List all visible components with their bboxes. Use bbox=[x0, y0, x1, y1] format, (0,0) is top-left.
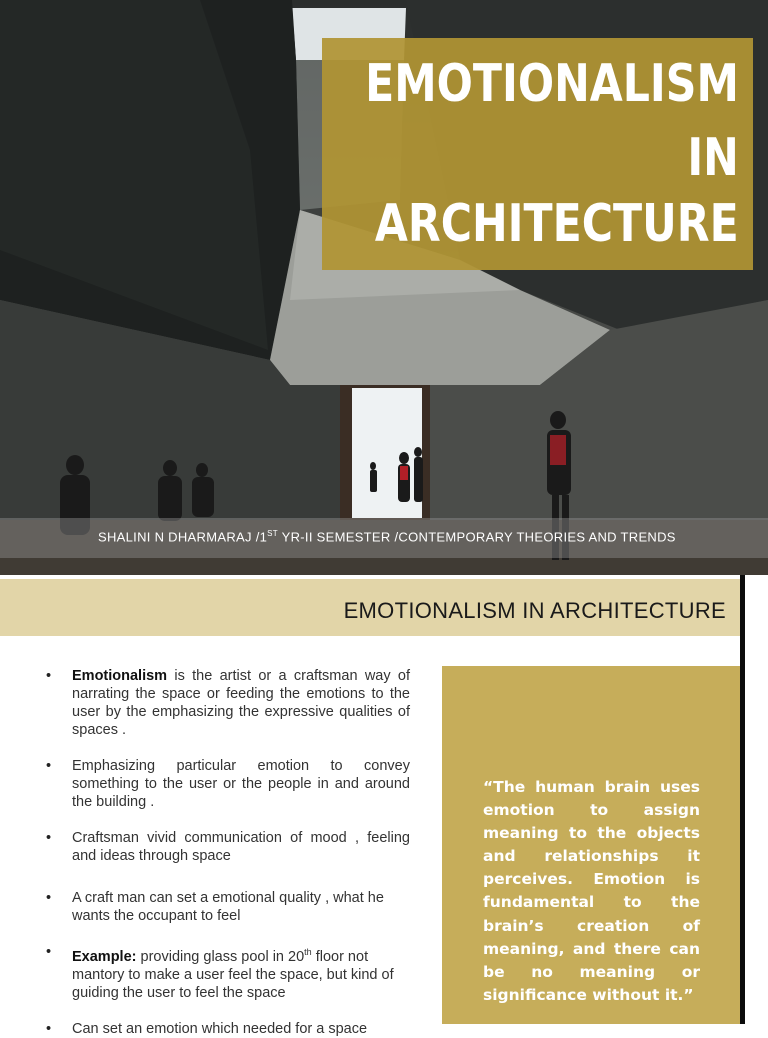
list-item bbox=[44, 757, 410, 811]
bullet-text: Emphasizing particular emotion to convey something to the user or the people in and around the building . bbox=[72, 758, 410, 810]
quote-text: “The human brain uses emotion to assign meaning to the objects and relationships it perceives. Emotion is fundamental to the brain’s creation of meaning, and there can be no meaning or significance without it.” bbox=[483, 778, 700, 1004]
slide-heading: EMOTIONALISM IN ARCHITECTURE bbox=[343, 598, 726, 623]
bullet-text: providing glass pool in 20 bbox=[136, 948, 305, 965]
bullet-text-cont: floor not mantory to make a user feel the space, but kind of guiding the user to feel the space bbox=[72, 948, 394, 1001]
list-item bbox=[44, 889, 410, 925]
title-line-1: EMOTIONALISM bbox=[365, 54, 739, 114]
bullet-text: is the artist or a craftsman way of narrating the space or feeding the emotions to the user by the emphasizing the expressive qualities of spaces . bbox=[72, 668, 410, 738]
course-info: YR-II SEMESTER /CONTEMPORARY THEORIES AND TRENDS bbox=[277, 529, 676, 545]
bullet-text: A craft man can set a emotional quality , what he wants the occupant to feel bbox=[72, 890, 384, 924]
right-edge-bar bbox=[740, 575, 745, 1024]
bullet-text: Can set an emotion which needed for a space bbox=[72, 1020, 368, 1037]
bullet-list bbox=[44, 667, 410, 1038]
author-name: SHALINI N DHARMARAJ /1 bbox=[98, 529, 268, 545]
list-item bbox=[44, 943, 410, 1002]
bullet-text: Craftsman vivid communication of mood , feeling and ideas through space bbox=[72, 830, 410, 864]
author-band bbox=[0, 518, 768, 558]
ordinal-suffix: ST bbox=[267, 529, 278, 538]
list-item bbox=[44, 829, 410, 865]
list-item bbox=[44, 1020, 410, 1038]
title-line-2: IN bbox=[687, 128, 739, 188]
red-coat bbox=[400, 466, 408, 480]
bullet-bold-term: Emotionalism bbox=[72, 668, 168, 684]
header-bar bbox=[0, 579, 740, 636]
list-item bbox=[44, 667, 410, 739]
red-scarf bbox=[550, 435, 566, 465]
quote-box bbox=[442, 666, 740, 1024]
ordinal-suffix: th bbox=[304, 947, 312, 957]
author-line bbox=[98, 529, 676, 544]
content-slide bbox=[0, 575, 768, 1037]
title-line-3: ARCHITECTURE bbox=[375, 194, 739, 254]
doorway-light bbox=[352, 388, 422, 518]
bullet-bold-term: Example: bbox=[72, 948, 137, 965]
title-box bbox=[322, 38, 753, 270]
